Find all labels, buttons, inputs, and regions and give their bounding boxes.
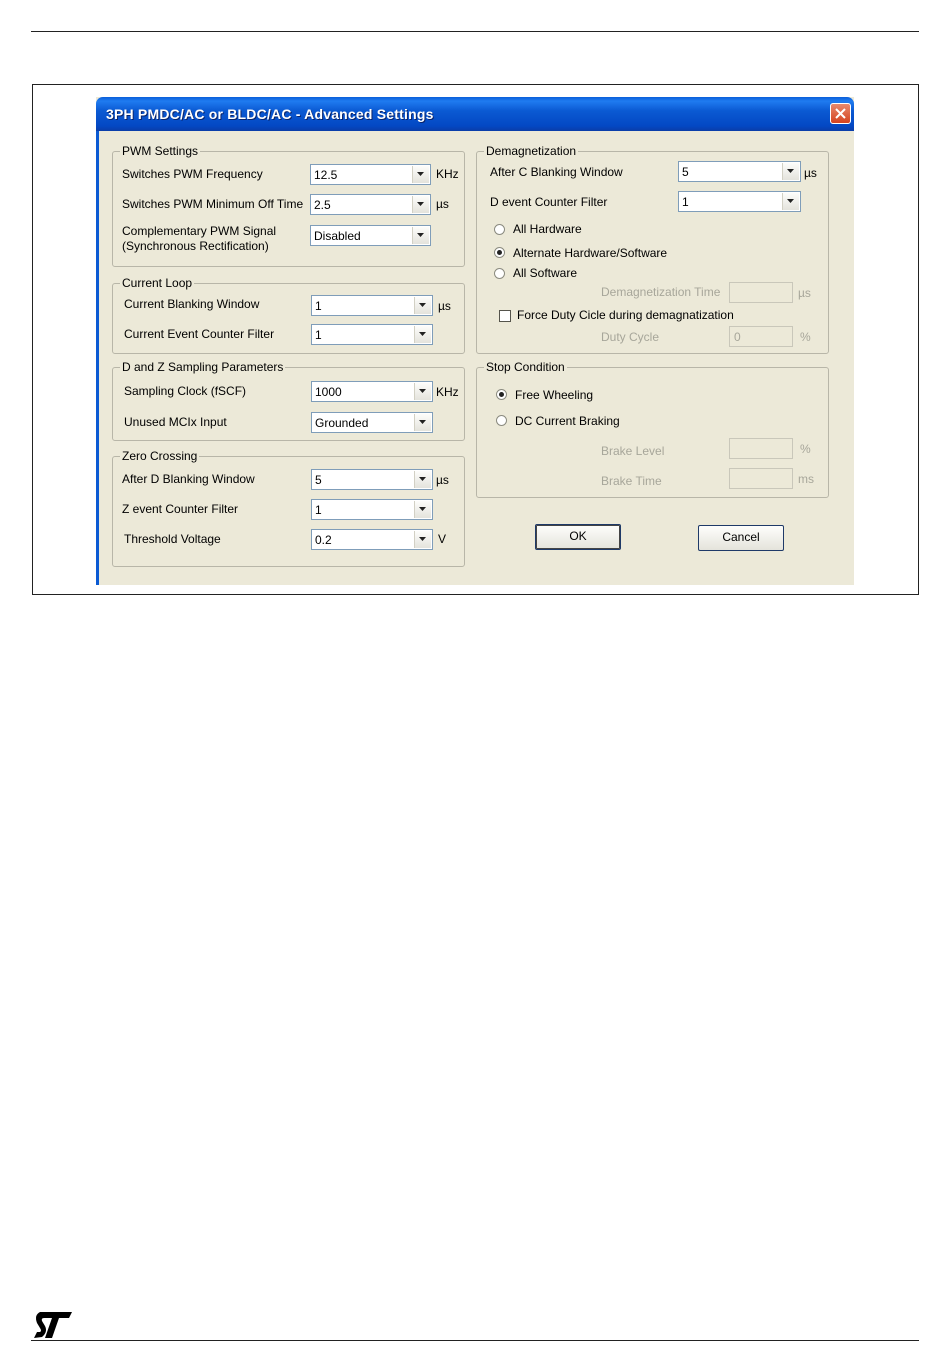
chevron-down-icon	[419, 389, 426, 393]
current-blanking-select[interactable]	[311, 295, 433, 316]
brake-level-label: Brake Level	[601, 444, 665, 458]
free-wheeling-label[interactable]: Free Wheeling	[515, 388, 594, 402]
pwm-frequency-value: 12.5	[314, 168, 338, 182]
dropdown-arrow-button[interactable]	[414, 531, 431, 548]
dialog-title: 3PH PMDC/AC or BLDC/AC - Advanced Settings	[106, 106, 434, 122]
after-d-blanking-label: After D Blanking Window	[122, 472, 255, 486]
dropdown-arrow-button[interactable]	[412, 166, 429, 183]
mcix-input-value: Grounded	[315, 416, 369, 430]
sampling-clock-select[interactable]	[311, 381, 433, 402]
after-d-blanking-select[interactable]	[311, 469, 433, 490]
alternate-hw-sw-radio[interactable]	[494, 247, 505, 258]
duty-cycle-label: Duty Cycle	[601, 330, 660, 344]
dropdown-arrow-button[interactable]	[414, 326, 431, 343]
chevron-down-icon	[417, 233, 424, 237]
dc-braking-radio[interactable]	[496, 415, 507, 426]
dropdown-arrow-button[interactable]	[414, 297, 431, 314]
dropdown-arrow-button[interactable]	[414, 414, 431, 431]
chevron-down-icon	[419, 303, 426, 307]
threshold-voltage-value: 0.2	[315, 533, 332, 547]
chevron-down-icon	[419, 537, 426, 541]
dropdown-arrow-button[interactable]	[414, 383, 431, 400]
demagnetization-legend: Demagnetization	[486, 144, 577, 158]
pwm-min-off-unit: µs	[436, 197, 449, 211]
pwm-min-off-label: Switches PWM Minimum Off Time	[122, 197, 304, 211]
dialog-titlebar[interactable]	[96, 97, 854, 131]
z-counter-label: Z event Counter Filter	[122, 502, 239, 516]
d-counter-label: D event Counter Filter	[490, 195, 608, 209]
close-icon	[834, 107, 847, 120]
force-duty-label[interactable]: Force Duty Cicle during demagnatization	[517, 308, 734, 322]
dropdown-arrow-button[interactable]	[782, 163, 799, 180]
cancel-button[interactable]: Cancel	[698, 525, 784, 551]
all-software-radio[interactable]	[494, 268, 505, 279]
dropdown-arrow-button[interactable]	[414, 471, 431, 488]
close-button[interactable]	[830, 103, 851, 124]
after-d-blanking-unit: µs	[436, 473, 449, 487]
radio-selected-dot	[499, 392, 504, 397]
duty-cycle-input[interactable]	[729, 326, 793, 347]
alternate-hw-sw-label[interactable]: Alternate Hardware/Software	[513, 246, 668, 260]
pwm-frequency-select[interactable]	[310, 164, 431, 185]
force-duty-checkbox[interactable]	[499, 310, 511, 322]
dc-braking-label[interactable]: DC Current Braking	[515, 414, 620, 428]
current-blanking-unit: µs	[438, 299, 451, 313]
sampling-clock-unit: KHz	[436, 385, 459, 399]
zero-crossing-legend: Zero Crossing	[122, 449, 198, 463]
pwm-complementary-label: Complementary PWM Signal	[122, 224, 277, 238]
chevron-down-icon	[417, 202, 424, 206]
demag-time-input[interactable]	[729, 282, 793, 303]
brake-time-label: Brake Time	[601, 474, 662, 488]
after-c-blanking-value: 5	[682, 165, 689, 179]
pwm-settings-legend: PWM Settings	[122, 144, 199, 158]
mcix-input-label: Unused MCIx Input	[124, 415, 227, 429]
chevron-down-icon	[787, 199, 794, 203]
after-c-blanking-label: After C Blanking Window	[490, 165, 623, 179]
bottom-rule	[31, 1340, 919, 1341]
sampling-clock-value: 1000	[315, 385, 342, 399]
brake-level-unit: %	[800, 442, 811, 456]
duty-cycle-unit: %	[800, 330, 811, 344]
current-blanking-value: 1	[315, 299, 322, 313]
pwm-complementary-select[interactable]	[310, 225, 431, 246]
pwm-complementary-value: Disabled	[314, 229, 361, 243]
all-hardware-radio[interactable]	[494, 224, 505, 235]
current-counter-value: 1	[315, 328, 322, 342]
mcix-input-select[interactable]	[311, 412, 433, 433]
threshold-voltage-label: Threshold Voltage	[124, 532, 221, 546]
threshold-voltage-select[interactable]	[311, 529, 433, 550]
top-rule	[31, 31, 919, 32]
chevron-down-icon	[419, 507, 426, 511]
pwm-frequency-unit: KHz	[436, 167, 459, 181]
dropdown-arrow-button[interactable]	[782, 193, 799, 210]
advanced-settings-dialog	[96, 97, 854, 585]
after-d-blanking-value: 5	[315, 473, 322, 487]
z-counter-value: 1	[315, 503, 322, 517]
chevron-down-icon	[419, 332, 426, 336]
current-counter-label: Current Event Counter Filter	[124, 327, 275, 341]
brake-level-input[interactable]	[729, 438, 793, 459]
chevron-down-icon	[419, 420, 426, 424]
pwm-min-off-select[interactable]	[310, 194, 431, 215]
dropdown-arrow-button[interactable]	[414, 501, 431, 518]
demag-time-unit: µs	[798, 286, 811, 300]
pwm-complementary-sublabel: (Synchronous Rectification)	[122, 239, 269, 253]
current-blanking-label: Current Blanking Window	[124, 297, 260, 311]
sampling-parameters-legend: D and Z Sampling Parameters	[122, 360, 284, 374]
brake-time-input[interactable]	[729, 468, 793, 489]
stop-condition-legend: Stop Condition	[486, 360, 565, 374]
all-hardware-label[interactable]: All Hardware	[513, 222, 582, 236]
demag-time-label: Demagnetization Time	[601, 285, 721, 299]
d-counter-value: 1	[682, 195, 689, 209]
brake-time-unit: ms	[798, 472, 814, 486]
chevron-down-icon	[417, 172, 424, 176]
z-counter-select[interactable]	[311, 499, 433, 520]
all-software-label[interactable]: All Software	[513, 266, 578, 280]
window-edge	[96, 131, 99, 585]
dropdown-arrow-button[interactable]	[412, 196, 429, 213]
d-counter-select[interactable]	[678, 191, 801, 212]
threshold-voltage-unit: V	[438, 532, 447, 546]
chevron-down-icon	[419, 477, 426, 481]
pwm-min-off-value: 2.5	[314, 198, 331, 212]
sampling-clock-label: Sampling Clock (fSCF)	[124, 384, 247, 398]
current-loop-legend: Current Loop	[122, 276, 193, 290]
pwm-frequency-label: Switches PWM Frequency	[122, 167, 263, 181]
after-c-blanking-unit: µs	[804, 166, 817, 180]
dropdown-arrow-button[interactable]	[412, 227, 429, 244]
radio-selected-dot	[497, 250, 502, 255]
st-logo	[32, 1310, 76, 1340]
current-counter-select[interactable]	[311, 324, 433, 345]
ok-button[interactable]: OK	[535, 524, 621, 550]
after-c-blanking-select[interactable]	[678, 161, 801, 182]
duty-cycle-value: 0	[734, 330, 741, 344]
free-wheeling-radio[interactable]	[496, 389, 507, 400]
chevron-down-icon	[787, 169, 794, 173]
